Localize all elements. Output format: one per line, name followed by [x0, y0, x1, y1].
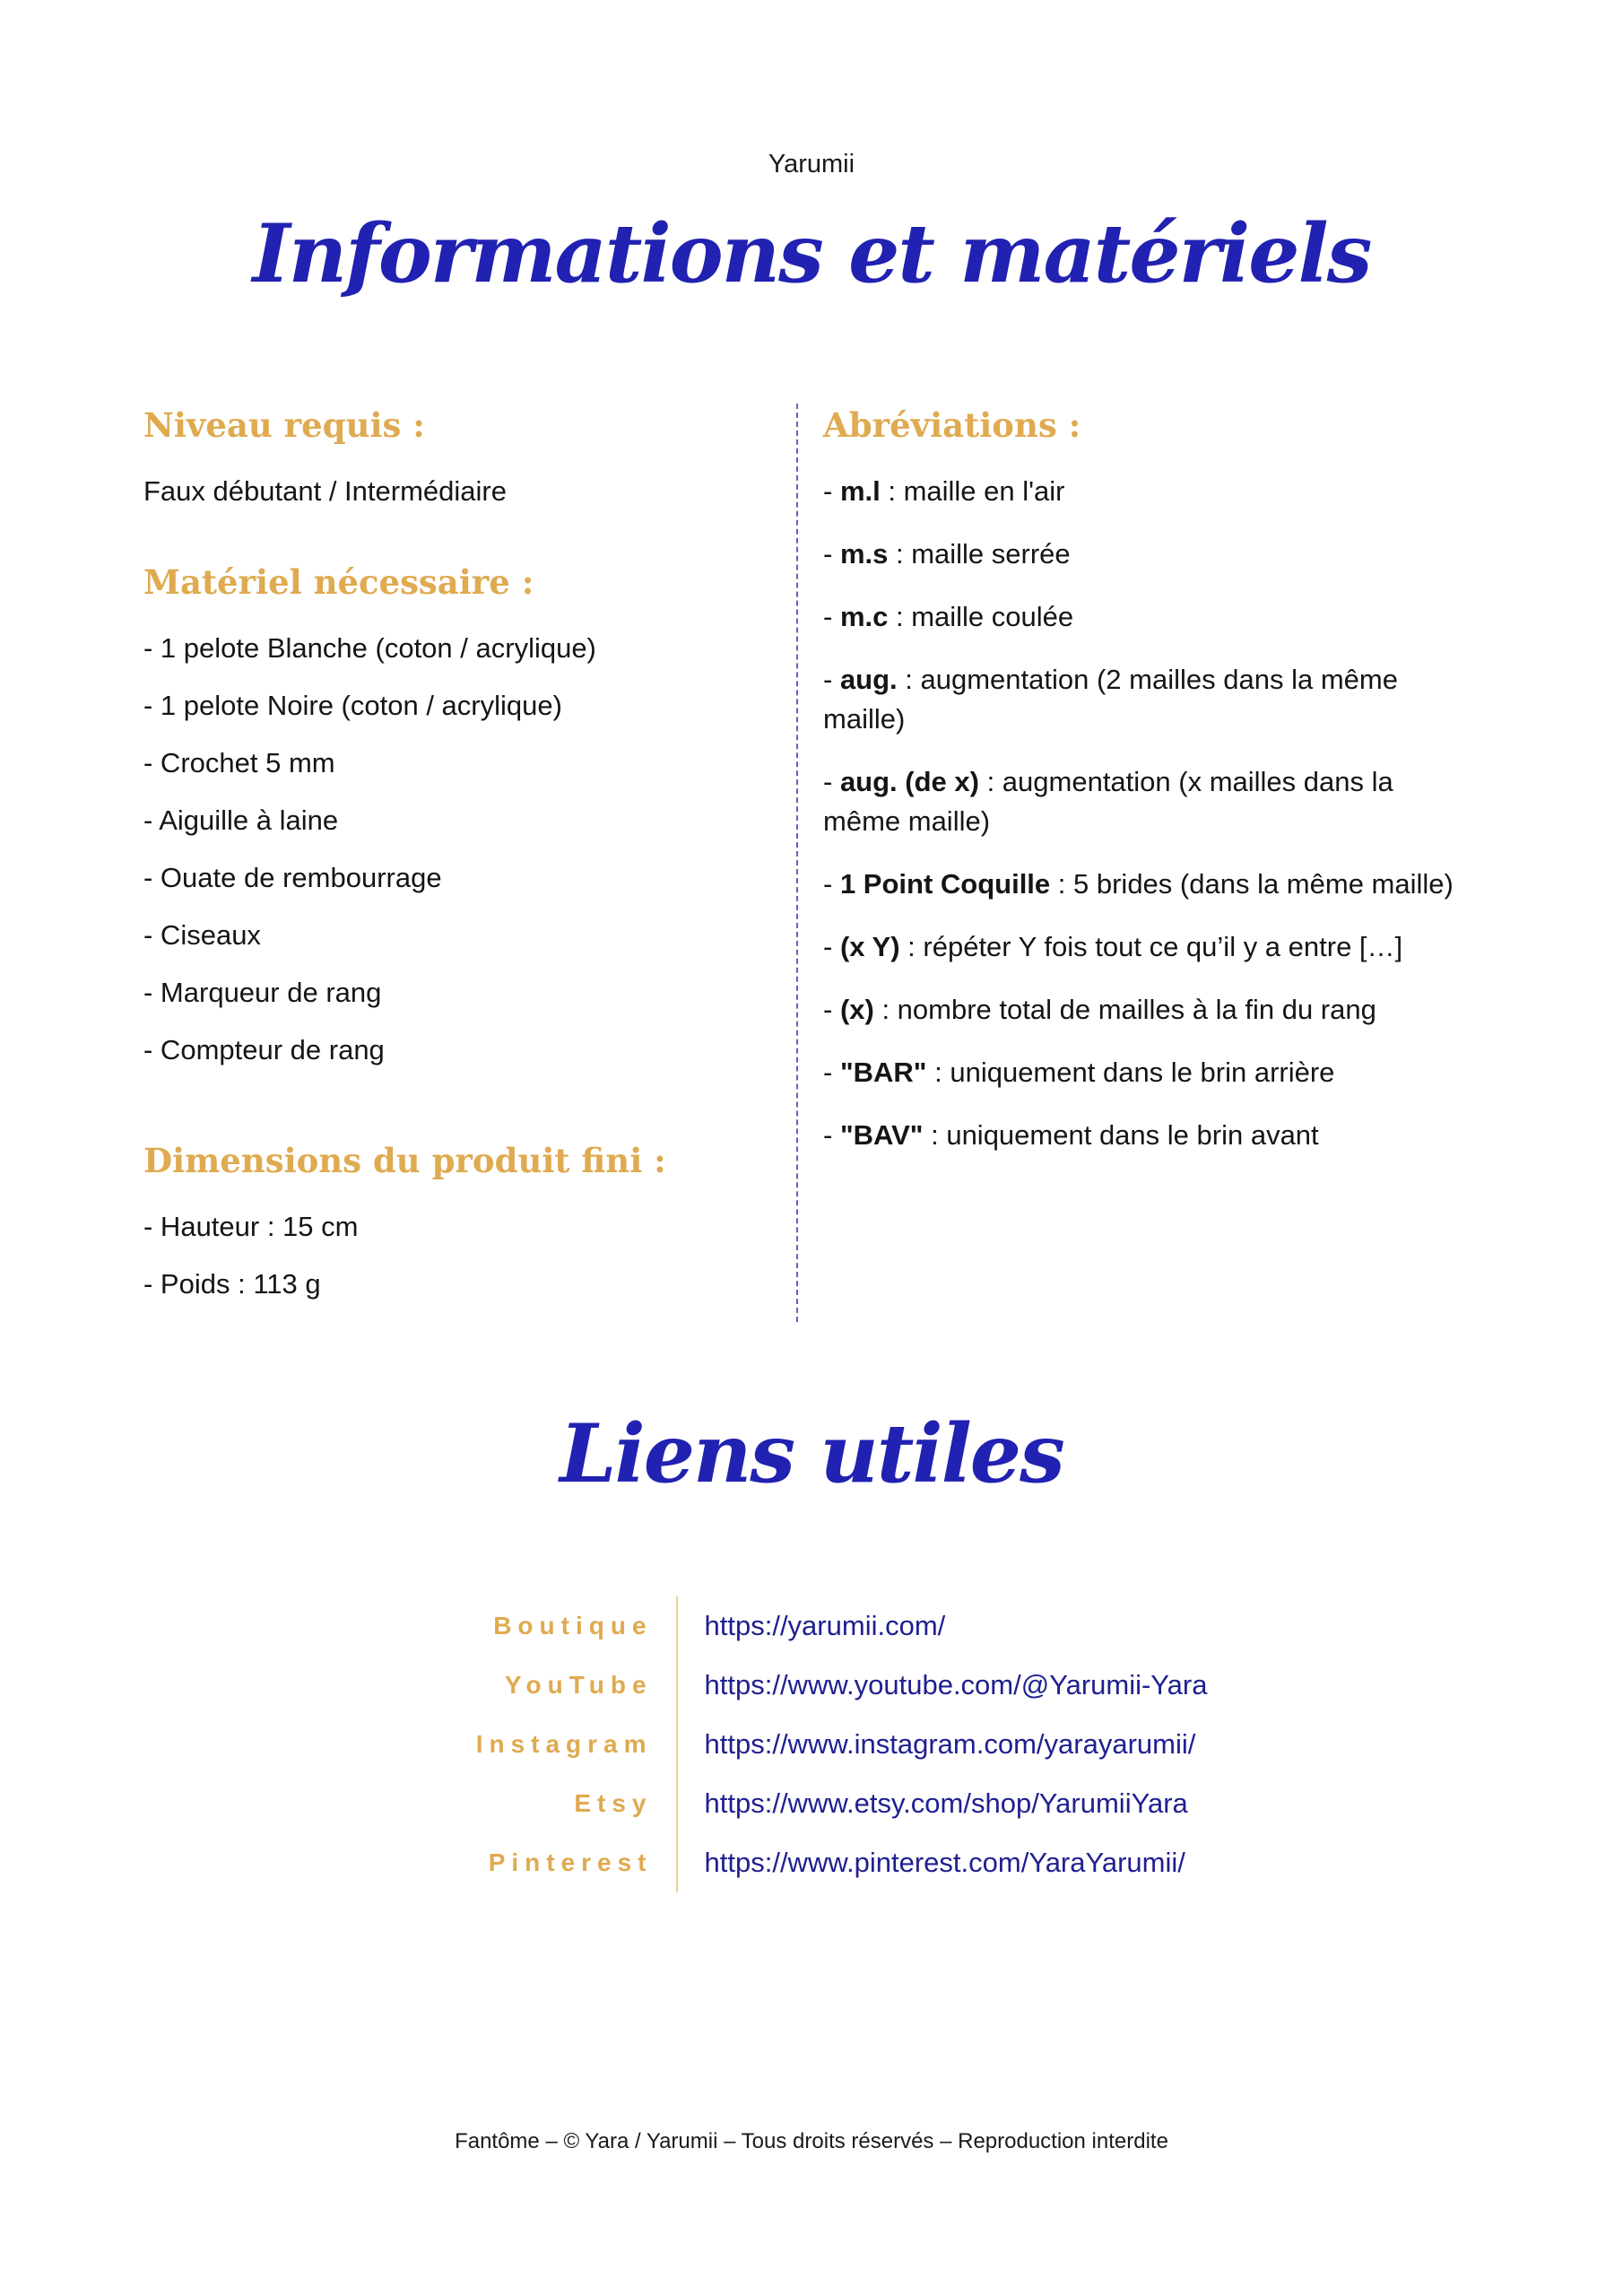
abbreviation-item: - "BAV" : uniquement dans le brin avant: [823, 1119, 1319, 1151]
abbreviation-item: - (x) : nombre total de mailles à la fin du rang: [823, 994, 1376, 1025]
material-item: - 1 pelote Blanche (coton / acrylique): [143, 632, 596, 664]
dimensions-heading: Dimensions du produit fini :: [143, 1141, 666, 1180]
link-label-youtube: YouTube: [416, 1656, 678, 1715]
link-row: [416, 1596, 1208, 1656]
abbreviation-desc: : maille coulée: [888, 601, 1074, 632]
link-label-pinterest: Pinterest: [416, 1833, 678, 1892]
abbreviation-desc: : augmentation (x mailles dans la même maille): [823, 766, 1393, 837]
link-url-pinterest: [678, 1833, 1185, 1892]
abbreviation-desc: : uniquement dans le brin avant: [923, 1119, 1319, 1151]
link-url-boutique: [678, 1596, 946, 1656]
abbreviation-term: aug.: [839, 664, 898, 695]
abbreviation-item: - "BAR" : uniquement dans le brin arrière: [823, 1057, 1335, 1088]
abbreviation-term: "BAV": [839, 1119, 924, 1151]
abbreviation-desc: : uniquement dans le brin arrière: [926, 1057, 1335, 1088]
youtube-link[interactable]: https://www.youtube.com/@Yarumii-Yara: [704, 1669, 1208, 1700]
links-title: Liens utiles: [560, 1406, 1063, 1501]
link-row: [416, 1774, 1208, 1833]
material-item: - Crochet 5 mm: [143, 747, 335, 778]
material-item: - Ouate de rembourrage: [143, 862, 442, 893]
abbreviation-term: (x): [839, 994, 874, 1025]
material-item: - Marqueur de rang: [143, 977, 382, 1008]
materials-heading: Matériel nécessaire :: [143, 562, 534, 602]
link-row: [416, 1715, 1208, 1774]
dimension-item: - Poids : 113 g: [143, 1268, 321, 1300]
abbreviation-item: - (x Y) : répéter Y fois tout ce qu’il y a entre […]: [823, 931, 1403, 962]
link-label-etsy: Etsy: [416, 1774, 678, 1833]
abbreviation-desc: : augmentation (2 mailles dans la même maille): [823, 664, 1398, 735]
abbreviation-item: - aug. : augmentation (2 mailles dans la même maille): [823, 664, 1398, 735]
material-item: - 1 pelote Noire (coton / acrylique): [143, 690, 562, 721]
link-url-instagram: [678, 1715, 1196, 1774]
instagram-link[interactable]: https://www.instagram.com/yarayarumii/: [704, 1728, 1196, 1760]
left-column: [143, 404, 796, 1322]
boutique-link[interactable]: https://yarumii.com/: [704, 1610, 946, 1641]
right-column: [796, 404, 1478, 1322]
page-title: Informations et matériels: [252, 206, 1371, 301]
abbreviation-desc: : nombre total de mailles à la fin du rang: [873, 994, 1376, 1025]
info-columns: [143, 404, 1488, 1322]
level-heading: Niveau requis :: [143, 405, 425, 445]
abbreviation-desc: : répéter Y fois tout ce qu’il y a entre […]: [899, 931, 1403, 962]
link-url-etsy: [678, 1774, 1188, 1833]
copyright-footer: Fantôme – © Yara / Yarumii – Tous droits réservés – Reproduction interdite: [455, 2129, 1168, 2153]
abbreviation-term: "BAR": [839, 1057, 927, 1088]
brand-header: Yarumii: [768, 150, 855, 178]
link-label-boutique: Boutique: [416, 1596, 678, 1656]
abbreviation-item: - m.c : maille coulée: [823, 601, 1074, 632]
abbreviation-desc: : maille en l'air: [880, 475, 1065, 507]
material-item: - Aiguille à laine: [143, 804, 339, 836]
material-item: - Compteur de rang: [143, 1034, 385, 1065]
abbreviation-desc: : 5 brides (dans la même maille): [1050, 868, 1454, 900]
abbreviation-term: aug. (de x): [839, 766, 979, 797]
pinterest-link[interactable]: https://www.pinterest.com/YaraYarumii/: [704, 1847, 1185, 1878]
abbreviation-term: 1 Point Coquille: [839, 868, 1051, 900]
dimension-item: - Hauteur : 15 cm: [143, 1211, 359, 1242]
link-url-youtube: [678, 1656, 1208, 1715]
link-row: [416, 1833, 1208, 1892]
links-table: [416, 1596, 1208, 1892]
abbreviations-heading: Abréviations :: [823, 405, 1081, 445]
etsy-link[interactable]: https://www.etsy.com/shop/YarumiiYara: [704, 1787, 1188, 1819]
abbreviation-item: - m.l : maille en l'air: [823, 475, 1065, 507]
abbreviation-item: - m.s : maille serrée: [823, 538, 1071, 570]
abbreviation-term: m.c: [839, 601, 889, 632]
abbreviation-desc: : maille serrée: [888, 538, 1071, 570]
abbreviation-item: - 1 Point Coquille : 5 brides (dans la même maille): [823, 868, 1454, 900]
link-row: [416, 1656, 1208, 1715]
abbreviation-term: (x Y): [839, 931, 900, 962]
abbreviation-item: - aug. (de x) : augmentation (x mailles dans la même maille): [823, 766, 1393, 837]
link-label-instagram: Instagram: [416, 1715, 678, 1774]
level-value: Faux débutant / Intermédiaire: [143, 475, 507, 507]
abbreviation-term: m.s: [839, 538, 889, 570]
abbreviation-term: m.l: [839, 475, 881, 507]
material-item: - Ciseaux: [143, 919, 261, 951]
